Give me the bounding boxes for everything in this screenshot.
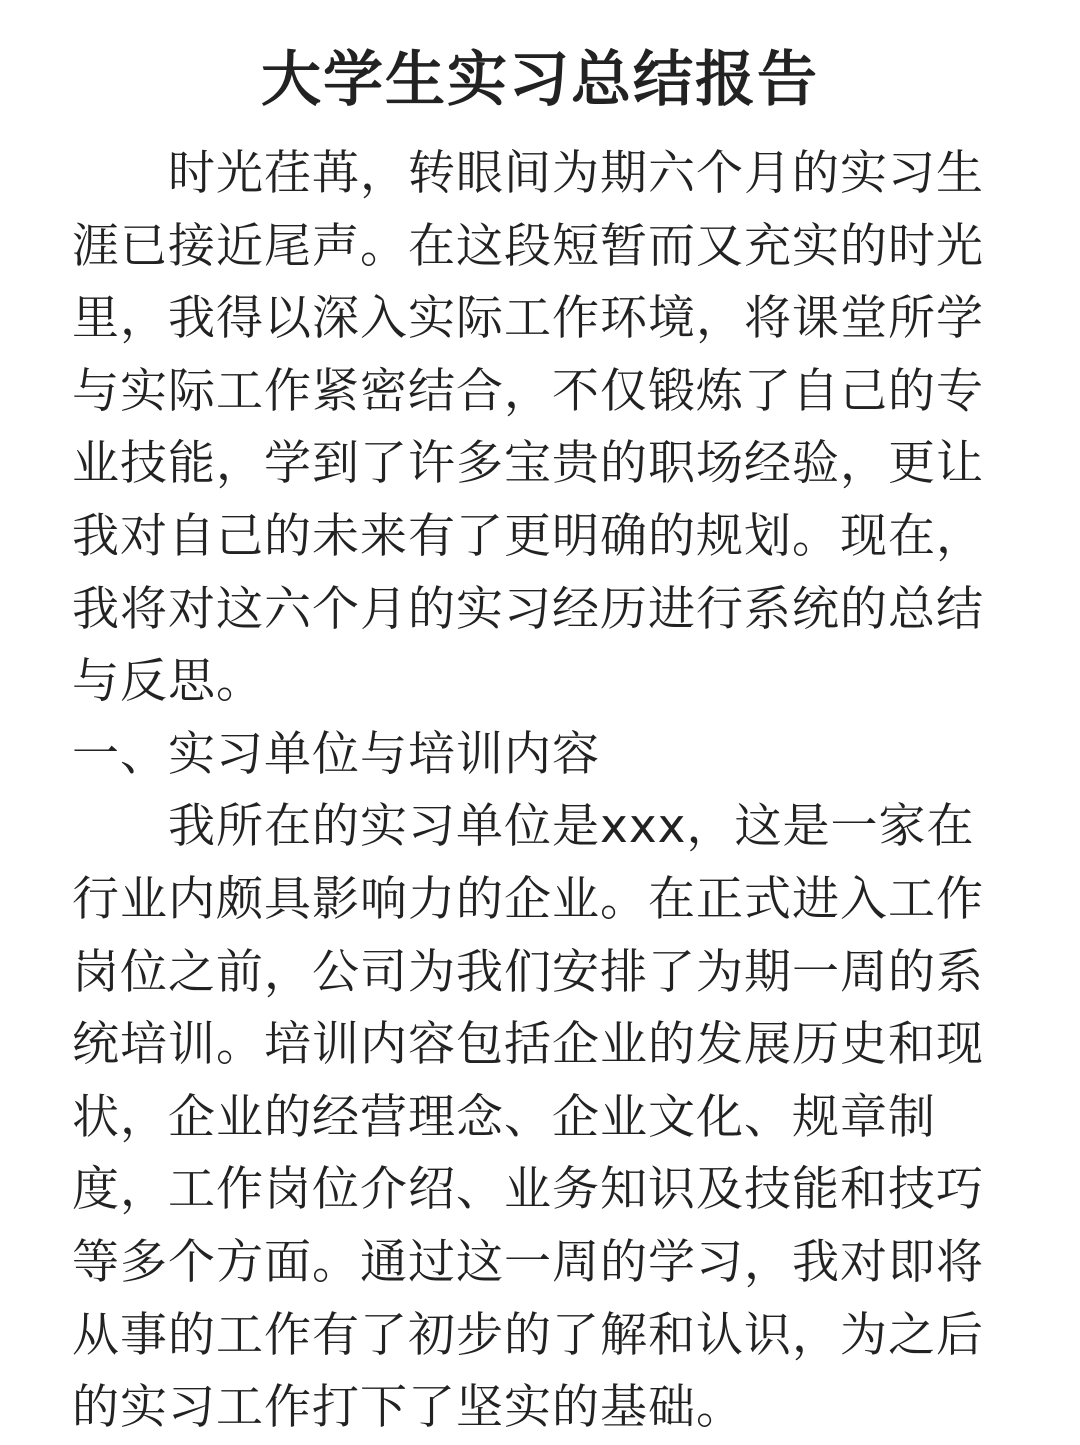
training-paragraph: 我所在的实习单位是xxx，这是一家在行业内颇具影响力的企业。在正式进入工作岗位之前，公司为我们安排了为期一周的系统培训。培训内容包括企业的发展历史和现状，企业的经营理念、企业文化、规章制度，工作岗位介绍、业务知识及技能和技巧等多个方面。通过这一周的学习，我对即将从事的工作有了初步的了解和认识，为之后的实习工作打下了坚实的基础。 [72,799,984,1436]
intro-paragraph: 时光荏苒，转眼间为期六个月的实习生涯已接近尾声。在这段短暂而又充实的时光里，我得以深入实际工作环境，将课堂所学与实际工作紧密结合，不仅锻炼了自己的专业技能，学到了许多宝贵的职场经验，更让我对自己的未来有了更明确的规划。现在，我将对这六个月的实习经历进行系统的总结与反思。 [72,146,984,710]
section-heading-training: 一、实习单位与培训内容 [72,726,600,782]
document-title: 大学生实习总结报告 [261,45,819,115]
document-body [72,138,1008,1445]
